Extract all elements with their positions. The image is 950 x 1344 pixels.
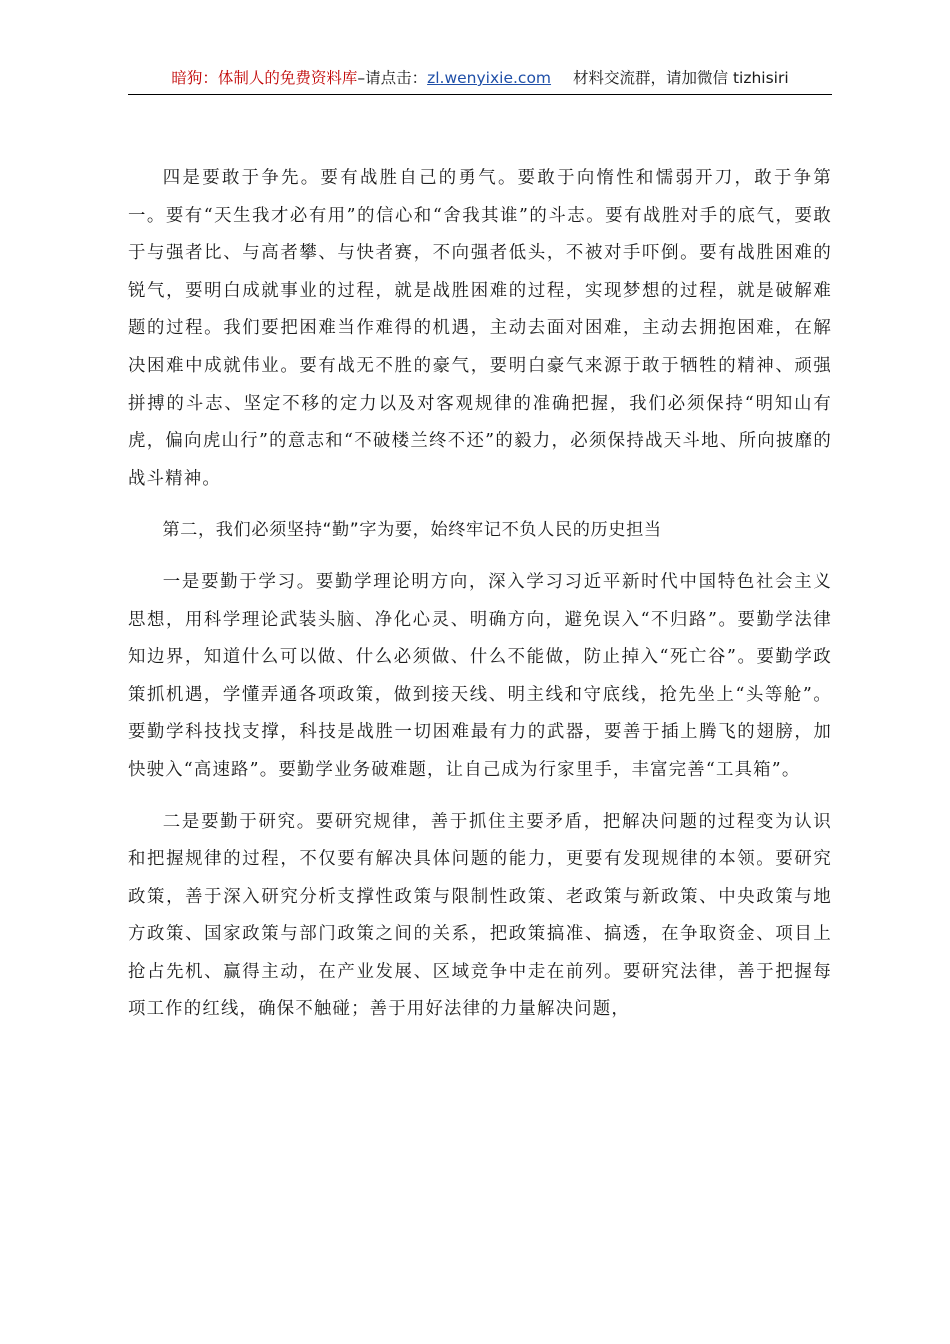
section-heading-diligence: 第二，我们必须坚持“勤”字为要，始终牢记不负人民的历史担当	[162, 520, 662, 541]
header-click-label: –请点击：	[357, 69, 428, 87]
header-contact-text: 材料交流群，请加微信 tizhisiri	[573, 69, 789, 87]
header-site-name: 暗狗：体制人的免费资料库	[171, 69, 358, 87]
header-site-link[interactable]: zl.wenyixie.com	[427, 69, 552, 87]
document-body	[128, 160, 832, 1029]
paragraph-diligent-study: 一是要勤于学习。要勤学理论明方向，深入学习习近平新时代中国特色社会主义思想，用科学理论武装头脑、净化心灵、明确方向，避免误入“不归路”。要勤学法律知边界，知道什么可以做、什么必须做、什么不能做，防止掉入“死亡谷”。要勤学政策抓机遇，学懂弄通各项政策，做到接天线、明主线和守底线，抢先坐上“头等舱”。要勤学科技找支撑，科技是战胜一切困难最有力的武器，要善于插上腾飞的翅膀，加快驶入“高速路”。要勤学业务破难题，让自己成为行家里手，丰富完善“工具箱”。	[128, 571, 832, 780]
paragraph-diligent-research: 二是要勤于研究。要研究规律，善于抓住主要矛盾，把解决问题的过程变为认识和把握规律的过程，不仅要有解决具体问题的能力，更要有发现规律的本领。要研究政策，善于深入研究分析支撑性政策与限制性政策、老政策与新政策、中央政策与地方政策、国家政策与部门政策之间的关系，把政策搞准、搞透，在争取资金、项目上抢占先机、赢得主动，在产业发展、区域竞争中走在前列。要研究法律，善于把握每项工作的红线，确保不触碰；善于用好法律的力量解决问题，	[128, 811, 832, 1020]
paragraph-dare-to-compete: 四是要敢于争先。要有战胜自己的勇气。要敢于向惰性和懦弱开刀，敢于争第一。要有“天生我才必有用”的信心和“舍我其谁”的斗志。要有战胜对手的底气，要敢于与强者比、与高者攀、与快者赛，不向强者低头，不被对手吓倒。要有战胜困难的锐气，要明白成就事业的过程，就是战胜困难的过程，实现梦想的过程，就是破解难题的过程。我们要把困难当作难得的机遇，主动去面对困难，主动去拥抱困难，在解决困难中成就伟业。要有战无不胜的豪气，要明白豪气来源于敢于牺牲的精神、顽强拼搏的斗志、坚定不移的定力以及对客观规律的准确把握，我们必须保持“明知山有虎，偏向虎山行”的意志和“不破楼兰终不还”的毅力，必须保持战天斗地、所向披靡的战斗精神。	[128, 168, 832, 489]
page-header	[128, 66, 832, 95]
